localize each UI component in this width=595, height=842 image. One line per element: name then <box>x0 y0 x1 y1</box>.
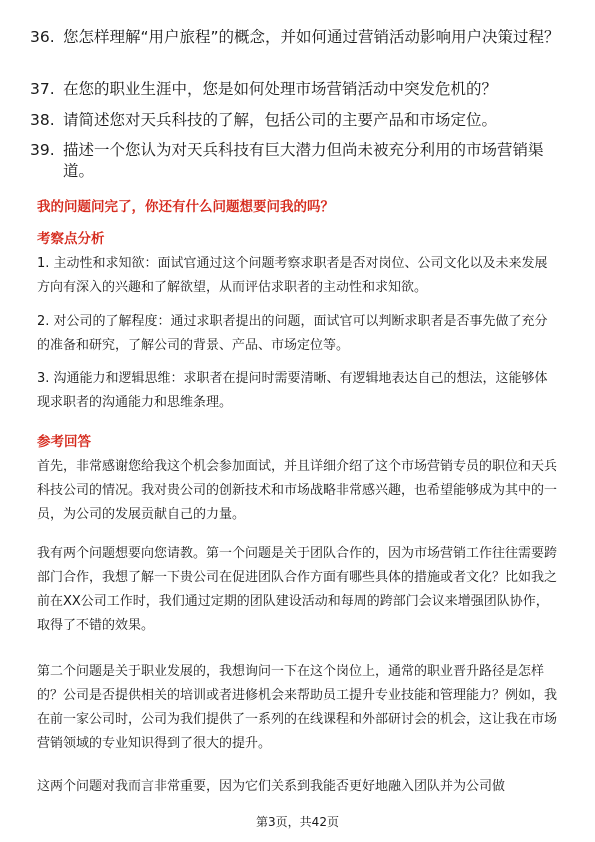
analysis-item-3: 3. 沟通能力和逻辑思维：求职者在提问时需要清晰、有逻辑地表达自己的想法，这能够体现求职者的沟通能力和思维条理。 <box>37 371 548 410</box>
answer-paragraph-2: 我有两个问题想要向您请教。第一个问题是关于团队合作的，因为市场营销工作往往需要跨部门合作，我想了解一下贵公司在促进团队合作方面有哪些具体的措施或者文化？比如我之前在XX公司工作时，我们通过定期的团队建设活动和每周的跨部门会议来增强团队协作，取得了不错的效果。 <box>37 546 558 633</box>
question-38 <box>30 110 560 131</box>
analysis-item-1: 1. 主动性和求知欲：面试官通过这个问题考察求职者是否对岗位、公司文化以及未来发展方向有深入的兴趣和了解欲望，从而评估求职者的主动性和求知欲。 <box>37 256 548 295</box>
question-39 <box>30 140 560 182</box>
analysis-item-2: 2. 对公司的了解程度：通过求职者提出的问题，面试官可以判断求职者是否事先做了充分的准备和研究，了解公司的背景、产品、市场定位等。 <box>37 314 548 353</box>
question-text: 请简述您对天兵科技的了解，包括公司的主要产品和市场定位。 <box>63 111 498 129</box>
question-number: 37. <box>30 80 55 98</box>
answer-paragraph-3: 第二个问题是关于职业发展的，我想询问一下在这个岗位上，通常的职业晋升路径是怎样的？公司是否提供相关的培训或者进修机会来帮助员工提升专业技能和管理能力？例如，我在前一家公司时，公司为我们提供了一系列的在线课程和外部研讨会的机会，这让我在市场营销领域的专业知识得到了很大的提升。 <box>37 664 558 751</box>
page-footer: 第3页，共42页 <box>256 815 339 829</box>
answer-paragraph-1: 首先，非常感谢您给我这个机会参加面试，并且详细介绍了这个市场营销专员的职位和天兵科技公司的情况。我对贵公司的创新技术和市场战略非常感兴趣，也希望能够成为其中的一员，为公司的发展贡献自己的力量。 <box>37 459 558 522</box>
question-37 <box>30 79 560 100</box>
answer-paragraph-4: 这两个问题对我而言非常重要，因为它们关系到我能否更好地融入团队并为公司做 <box>37 779 506 794</box>
question-number: 36. <box>30 28 55 46</box>
question-text: 在您的职业生涯中，您是如何处理市场营销活动中突发危机的？ <box>63 80 498 98</box>
analysis-heading: 考察点分析 <box>37 231 105 247</box>
answer-heading: 参考回答 <box>37 434 91 450</box>
final-question-heading: 我的问题问完了，你还有什么问题想要问我的吗？ <box>37 199 334 215</box>
question-text: 描述一个您认为对天兵科技有巨大潜力但尚未被充分利用的市场营销渠道。 <box>63 141 544 180</box>
question-text: 您怎样理解“用户旅程”的概念，并如何通过营销活动影响用户决策过程？ <box>63 28 560 46</box>
question-number: 38. <box>30 111 55 129</box>
question-number: 39. <box>30 141 55 159</box>
question-36 <box>30 27 560 48</box>
